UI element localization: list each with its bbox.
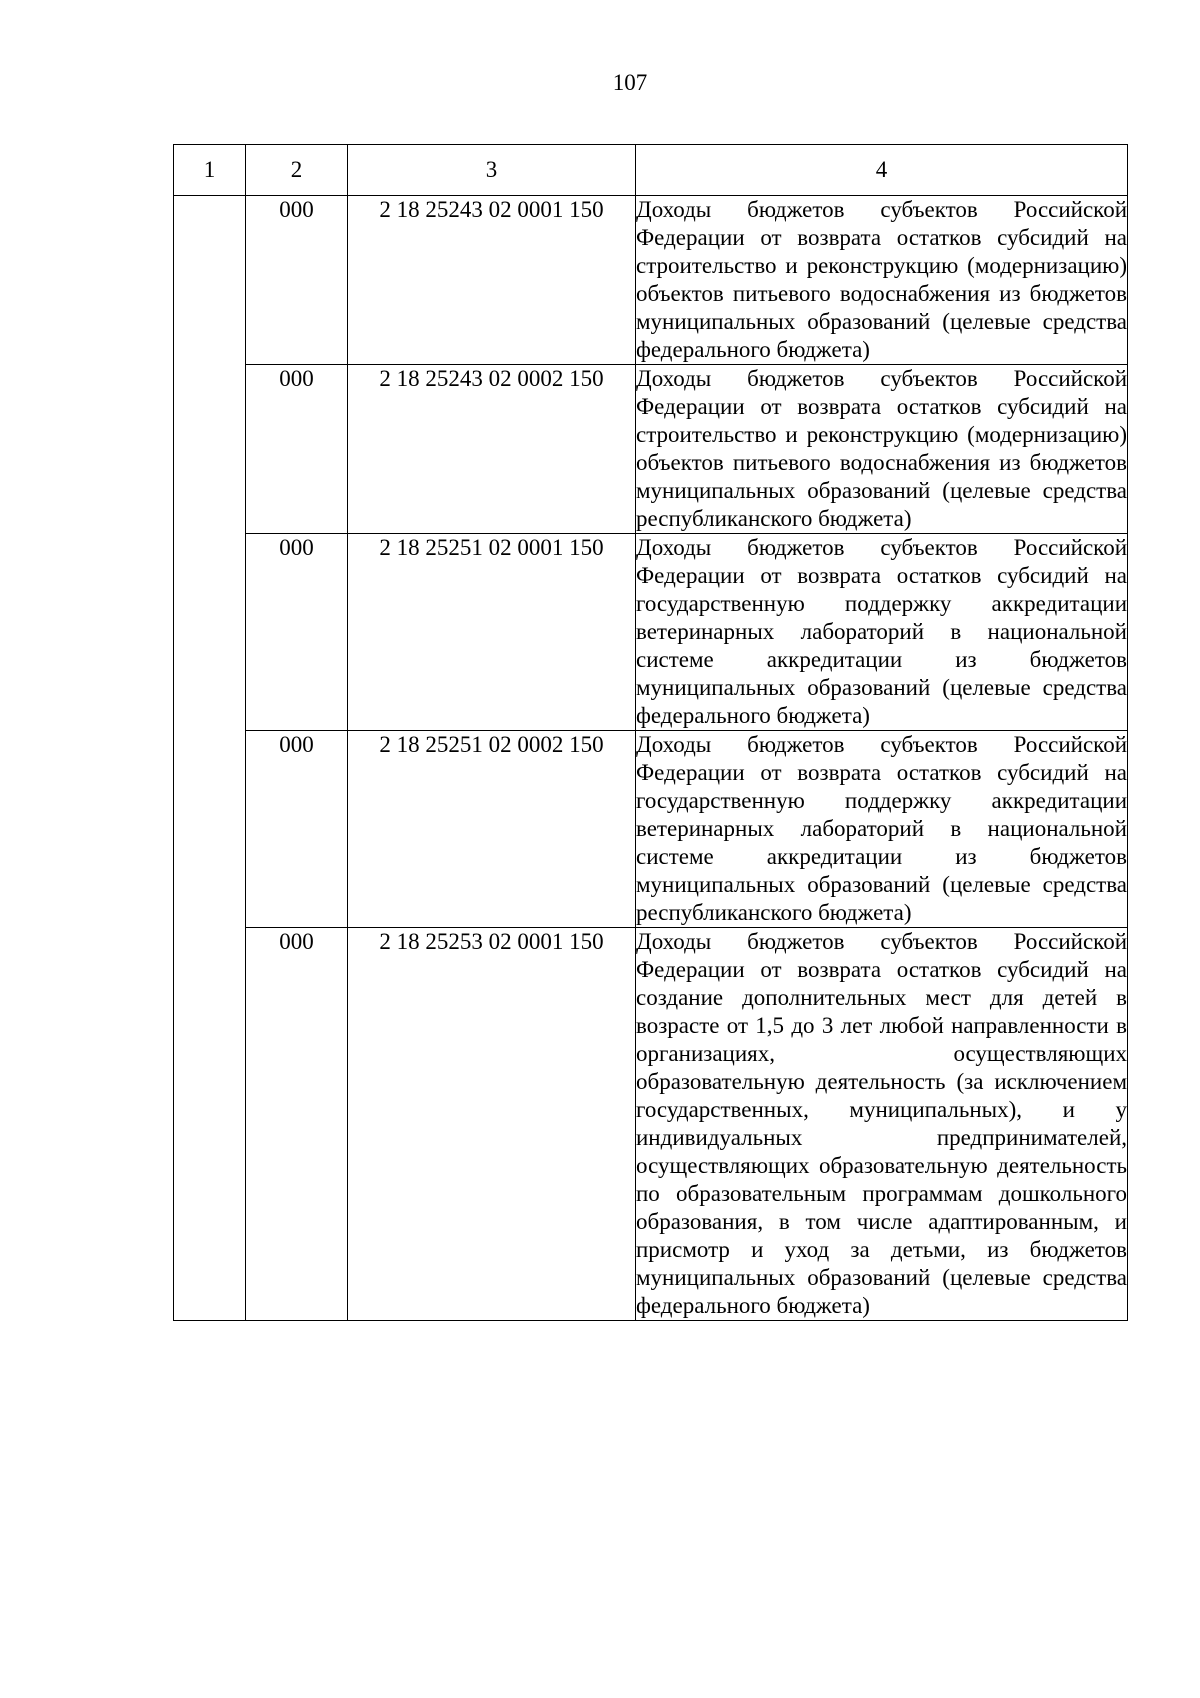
table-row [174,928,1128,1321]
table-row [174,534,1128,731]
description-cell: Доходы бюджетов субъектов Российской Федерации от возврата остатков субсидий на создание дополнительных мест для детей в возрасте от 1,5 до 3 лет любой направленности в организациях, осуществляющих образовательную деятельность (за исключением государственных, муниципальных), и у индивидуальных предпринимателей, осуществляющих образовательную деятельность по образовательным программам дошкольного образования, в том числе адаптированным, и присмотр и уход за детьми, из бюджетов муниципальных образований (целевые средства федерального бюджета) [636,928,1128,1321]
income-code-cell: 2 18 25253 02 0001 150 [348,928,636,1321]
admin-code-cell: 000 [246,365,348,534]
header-col-2: 2 [246,145,348,196]
table-row [174,365,1128,534]
income-code-cell: 2 18 25251 02 0002 150 [348,731,636,928]
description-cell: Доходы бюджетов субъектов Российской Федерации от возврата остатков субсидий на государственную поддержку аккредитации ветеринарных лабораторий в национальной системе аккредитации из бюджетов муниципальных образований (целевые средства федерального бюджета) [636,534,1128,731]
income-code-cell: 2 18 25243 02 0001 150 [348,196,636,365]
admin-code-cell: 000 [246,196,348,365]
header-col-1: 1 [174,145,246,196]
header-row [174,145,1128,196]
budget-classification-table [173,144,1128,1321]
description-cell: Доходы бюджетов субъектов Российской Федерации от возврата остатков субсидий на государственную поддержку аккредитации ветеринарных лабораторий в национальной системе аккредитации из бюджетов муниципальных образований (целевые средства республиканского бюджета) [636,731,1128,928]
table-row [174,731,1128,928]
income-code-cell: 2 18 25243 02 0002 150 [348,365,636,534]
description-cell: Доходы бюджетов субъектов Российской Федерации от возврата остатков субсидий на строительство и реконструкцию (модернизацию) объектов питьевого водоснабжения из бюджетов муниципальных образований (целевые средства федерального бюджета) [636,196,1128,365]
admin-code-cell: 000 [246,731,348,928]
admin-code-cell: 000 [246,928,348,1321]
page-number: 107 [612,70,648,95]
admin-code-cell: 000 [246,534,348,731]
table-row [174,196,1128,365]
income-code-cell: 2 18 25251 02 0001 150 [348,534,636,731]
empty-number-cell [174,196,246,1321]
header-col-4: 4 [636,145,1128,196]
description-cell: Доходы бюджетов субъектов Российской Федерации от возврата остатков субсидий на строительство и реконструкцию (модернизацию) объектов питьевого водоснабжения из бюджетов муниципальных образований (целевые средства республиканского бюджета) [636,365,1128,534]
header-col-3: 3 [348,145,636,196]
